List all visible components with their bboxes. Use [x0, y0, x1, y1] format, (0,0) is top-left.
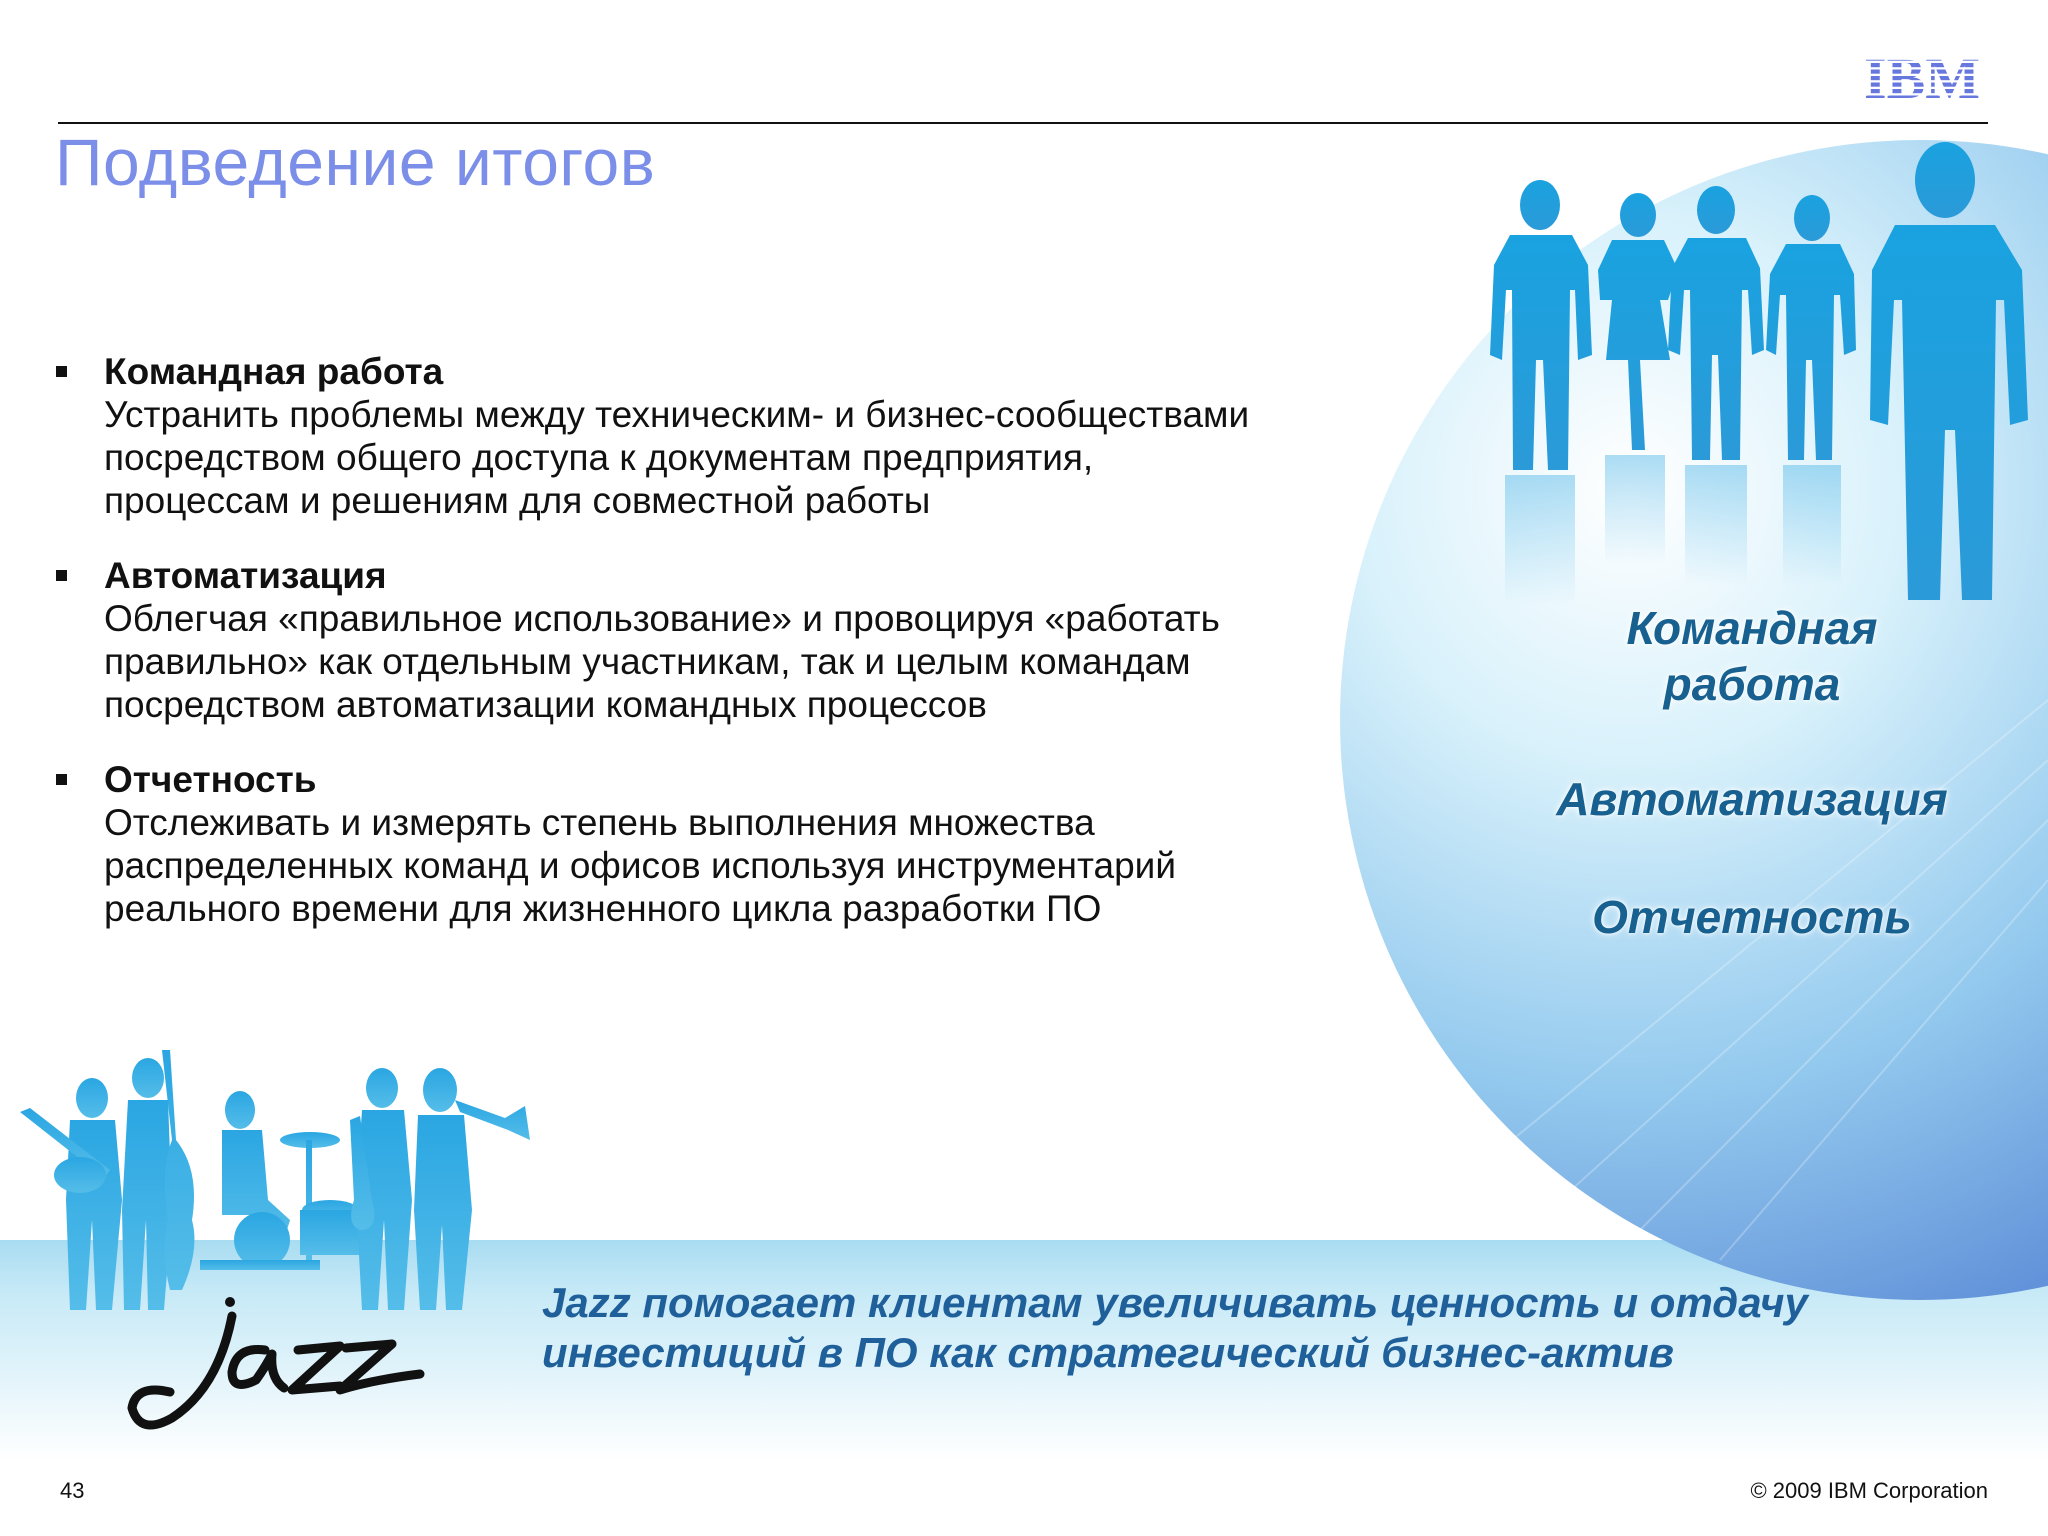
ibm-logo-text: IBM [1864, 50, 1980, 102]
copyright: © 2009 IBM Corporation [1750, 1478, 1988, 1503]
bullet-text: Облегчая «правильное использование» и провоцируя «работать правильно» как отдельным участникам, так и целым командам посредством автоматизации командных процессов [104, 598, 1220, 725]
bullet-heading: Отчетность [104, 759, 317, 800]
circle-word-automation: Автоматизация [1556, 773, 1948, 825]
bullet-heading: Командная работа [104, 351, 444, 392]
tagline-line1: Jazz помогает клиентам увеличивать ценность и отдачу [542, 1279, 1808, 1326]
jazz-band-silhouettes [20, 1050, 530, 1310]
tagline-line2: инвестиций в ПО как стратегический бизнес-актив [542, 1329, 1674, 1376]
circle-word-reporting: Отчетность [1592, 891, 1912, 943]
musician-silhouette [200, 1091, 360, 1270]
bullet-text: Устранить проблемы между техническим- и бизнес-сообществами посредством общего доступа к документам предприятия, процессам и решениям для совместной работы [104, 394, 1250, 521]
musician-silhouette [350, 1068, 412, 1310]
musician-silhouette [414, 1068, 530, 1310]
page-number: 43 [60, 1478, 85, 1503]
tagline [542, 1278, 2002, 1378]
bullet-text: Отслеживать и измерять степень выполнения множества распределенных команд и офисов используя инструментарий реального времени для жизненного цикла разработки ПО [104, 802, 1176, 929]
musician-silhouette [20, 1078, 122, 1310]
circle-word-teamwork-line1: Командная [1626, 602, 1878, 654]
jazz-logo [132, 1297, 420, 1425]
circle-word-teamwork [1512, 600, 1992, 712]
musician-silhouette [122, 1050, 194, 1310]
page-title: Подведение итогов [55, 125, 656, 199]
circle-word-teamwork-line2: работа [1663, 658, 1841, 710]
bullet-heading: Автоматизация [104, 555, 387, 596]
